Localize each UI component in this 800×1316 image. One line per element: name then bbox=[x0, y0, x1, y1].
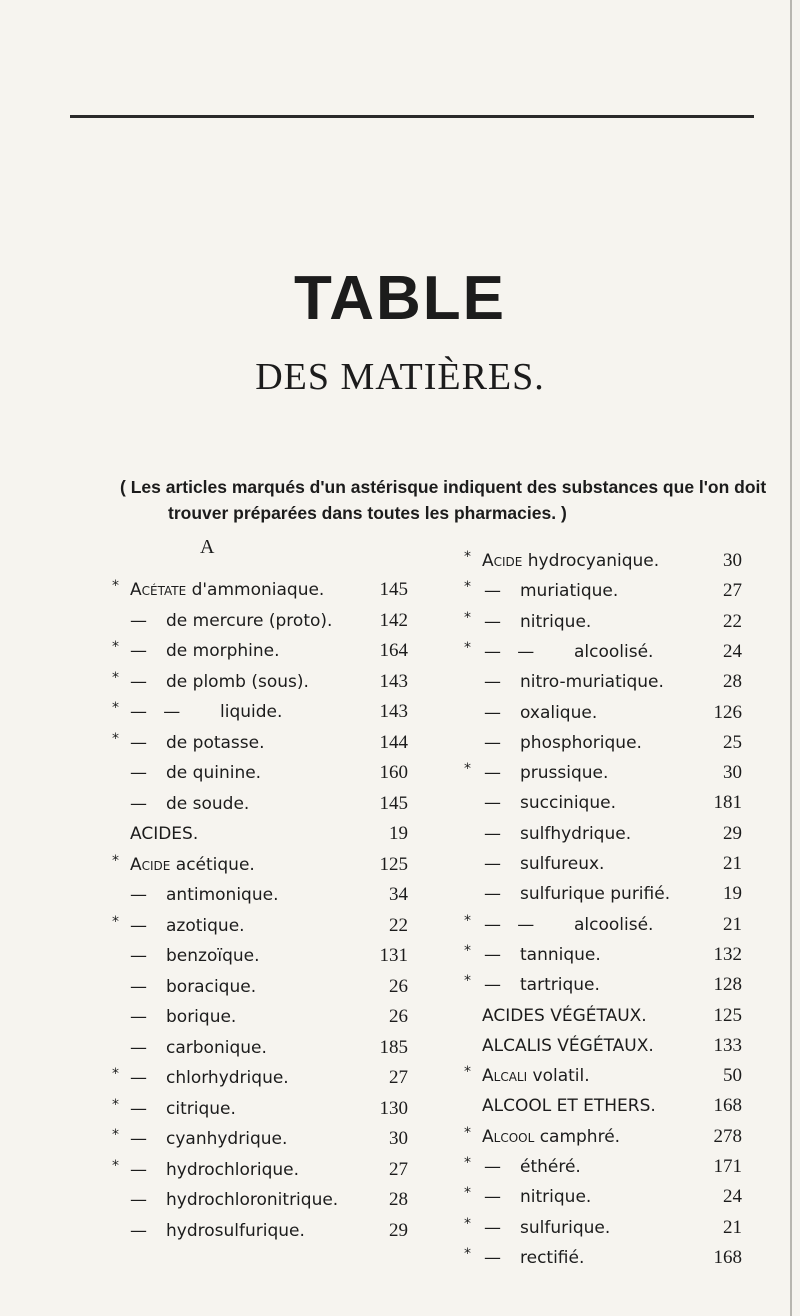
entry-text: hydrosulfurique. bbox=[166, 1220, 305, 1241]
right-entry bbox=[464, 1061, 742, 1091]
ditto-dash: — bbox=[130, 641, 147, 661]
entry-label bbox=[574, 910, 653, 940]
entry-text: volatil. bbox=[532, 1066, 590, 1087]
right-entry bbox=[464, 879, 742, 909]
entry-label bbox=[166, 1185, 338, 1215]
entry-text: nitrique. bbox=[520, 1187, 592, 1208]
left-entry bbox=[112, 1124, 408, 1154]
page-number: 30 bbox=[389, 1128, 408, 1149]
right-entry bbox=[464, 1001, 742, 1031]
entry-text: prussique. bbox=[520, 763, 609, 784]
ditto-dash: — bbox=[484, 854, 501, 874]
asterisk-mark: * bbox=[112, 1127, 119, 1143]
right-entry bbox=[464, 819, 742, 849]
entry-label bbox=[166, 1063, 289, 1093]
left-entry bbox=[112, 606, 408, 636]
asterisk-mark: * bbox=[112, 730, 119, 747]
asterisk-mark: * bbox=[464, 549, 471, 565]
page-number: 185 bbox=[379, 1036, 408, 1058]
left-entry bbox=[112, 819, 408, 849]
page-number: 145 bbox=[379, 792, 408, 814]
page-number: 143 bbox=[379, 701, 408, 722]
entry-label bbox=[166, 1216, 305, 1246]
ditto-dash: — bbox=[130, 1037, 147, 1058]
page-number: 171 bbox=[713, 1156, 742, 1177]
entry-text: ALCALIS VÉGÉTAUX. bbox=[482, 1035, 654, 1056]
ditto-dash: — bbox=[130, 885, 147, 905]
page-number: 145 bbox=[379, 579, 408, 600]
ditto-dash: — bbox=[130, 1007, 147, 1027]
ditto-dash: — bbox=[484, 763, 501, 784]
asterisk-mark: * bbox=[112, 852, 119, 869]
page-number: 30 bbox=[723, 550, 742, 571]
ditto-dash: — bbox=[484, 793, 501, 814]
left-entry bbox=[112, 575, 408, 605]
entry-text: ALCOOL ET ETHERS. bbox=[482, 1096, 656, 1117]
entry-text: d'ammoniaque. bbox=[191, 580, 325, 600]
asterisk-mark: * bbox=[112, 913, 119, 930]
asterisk-note bbox=[120, 474, 767, 526]
right-entry bbox=[464, 1243, 742, 1273]
page-number: 28 bbox=[723, 671, 742, 693]
ditto-dash: — bbox=[484, 732, 501, 753]
entry-lead-word: Acide bbox=[130, 854, 176, 875]
ditto-dash: — bbox=[130, 763, 147, 783]
entry-text: hydrocyanique. bbox=[527, 551, 660, 571]
entry-text: de plomb (sous). bbox=[166, 671, 309, 692]
page-edge bbox=[790, 0, 792, 1316]
page-number: 128 bbox=[713, 974, 742, 996]
page-number: 168 bbox=[713, 1246, 742, 1268]
page-number: 28 bbox=[389, 1189, 408, 1210]
left-entry bbox=[112, 1185, 408, 1215]
entry-text: succinique. bbox=[520, 793, 616, 814]
page-number: 160 bbox=[379, 762, 408, 783]
entry-label bbox=[482, 1091, 656, 1121]
entry-label bbox=[166, 880, 278, 910]
ditto-dash: — bbox=[484, 702, 501, 723]
entry-label bbox=[520, 940, 601, 970]
asterisk-mark: * bbox=[464, 1215, 471, 1232]
page-number: 24 bbox=[723, 1186, 742, 1208]
left-entry bbox=[112, 697, 408, 727]
right-entry bbox=[464, 1091, 742, 1121]
left-entry bbox=[112, 1216, 408, 1246]
page-number: 19 bbox=[723, 883, 742, 905]
entry-label bbox=[166, 1002, 236, 1032]
entry-text: phosphorique. bbox=[520, 732, 642, 753]
ditto-dash: — bbox=[130, 1159, 147, 1180]
entry-label bbox=[166, 789, 249, 819]
entry-text: sulfurique. bbox=[520, 1217, 611, 1238]
entry-text: azotique. bbox=[166, 915, 245, 936]
asterisk-mark: * bbox=[112, 1096, 119, 1113]
entry-label bbox=[520, 758, 608, 788]
right-entry bbox=[464, 698, 742, 728]
ditto-dash: — bbox=[130, 1068, 147, 1088]
entry-label bbox=[482, 546, 659, 576]
entry-text: ACIDES VÉGÉTAUX. bbox=[482, 1005, 647, 1026]
right-entry bbox=[464, 637, 742, 667]
entry-text: sulfureux. bbox=[520, 854, 605, 874]
note-line-1: ( Les articles marqués d'un astérisque indiquent des substances que l'on doit bbox=[120, 477, 767, 497]
left-entry bbox=[112, 667, 408, 697]
page-number: 164 bbox=[379, 640, 408, 661]
entry-label bbox=[482, 1122, 620, 1152]
entry-text: éthéré. bbox=[520, 1157, 581, 1177]
ditto-dash: — bbox=[130, 793, 147, 814]
page-number: 21 bbox=[723, 853, 742, 874]
entry-label bbox=[166, 636, 280, 666]
entry-label bbox=[482, 1061, 590, 1091]
entry-label bbox=[130, 819, 198, 849]
page-number: 126 bbox=[713, 701, 742, 723]
page-number: 24 bbox=[723, 640, 742, 662]
ditto-dash: — bbox=[130, 976, 147, 997]
entry-text: tannique. bbox=[520, 944, 601, 965]
page-number: 133 bbox=[713, 1034, 742, 1056]
entry-label bbox=[520, 819, 631, 849]
entry-label bbox=[166, 1155, 299, 1185]
ditto-dash: — bbox=[484, 1157, 501, 1177]
entry-text: camphré. bbox=[539, 1126, 621, 1147]
ditto-dash: — bbox=[130, 946, 147, 966]
page-number: 144 bbox=[379, 731, 408, 753]
page-number: 278 bbox=[713, 1125, 742, 1147]
ditto-dash: — bbox=[484, 581, 501, 602]
entry-text: tartrique. bbox=[520, 975, 600, 996]
left-entry bbox=[112, 941, 408, 971]
asterisk-mark: * bbox=[464, 579, 471, 596]
right-entry bbox=[464, 607, 742, 637]
right-entry bbox=[464, 849, 742, 879]
entry-text: muriatique. bbox=[520, 581, 619, 602]
entry-text: de morphine. bbox=[166, 641, 280, 661]
left-entry bbox=[112, 758, 408, 788]
asterisk-mark: * bbox=[464, 761, 471, 778]
entry-label bbox=[220, 697, 282, 727]
entry-label bbox=[166, 1033, 267, 1063]
page-number: 21 bbox=[723, 1216, 742, 1238]
page-number: 22 bbox=[389, 914, 408, 936]
entry-label bbox=[520, 607, 591, 637]
entry-label bbox=[166, 972, 256, 1002]
entry-lead-word: Alcool bbox=[482, 1126, 540, 1147]
page-number: 29 bbox=[723, 822, 742, 844]
page-number: 132 bbox=[713, 943, 742, 965]
ditto-dash: — bbox=[130, 610, 147, 631]
page-subtitle: DES MATIÈRES. bbox=[255, 356, 545, 398]
entry-text: antimonique. bbox=[166, 885, 279, 905]
left-entry bbox=[112, 1033, 408, 1063]
entry-label bbox=[520, 1243, 584, 1273]
asterisk-mark: * bbox=[112, 700, 119, 716]
entry-label bbox=[166, 1124, 287, 1154]
page-number: 143 bbox=[379, 670, 408, 692]
page-number: 30 bbox=[723, 762, 742, 784]
left-entry bbox=[112, 728, 408, 758]
left-entry bbox=[112, 972, 408, 1002]
entry-label bbox=[520, 849, 604, 879]
page-number: 26 bbox=[389, 1006, 408, 1027]
top-rule bbox=[70, 115, 754, 118]
asterisk-mark: * bbox=[112, 639, 119, 655]
entry-label bbox=[520, 788, 616, 818]
right-entry bbox=[464, 940, 742, 970]
entry-label bbox=[166, 1094, 236, 1124]
left-entry bbox=[112, 789, 408, 819]
right-entry bbox=[464, 910, 742, 940]
entry-label bbox=[166, 941, 260, 971]
entry-text: de potasse. bbox=[166, 732, 265, 753]
entry-label bbox=[520, 698, 597, 728]
note-line-2: trouver préparées dans toutes les pharmacies. ) bbox=[168, 503, 567, 523]
entry-text: nitrique. bbox=[520, 611, 592, 632]
ditto-dash: — bbox=[130, 915, 147, 936]
asterisk-mark: * bbox=[464, 912, 471, 929]
page-number: 181 bbox=[713, 792, 742, 814]
entry-text: liquide. bbox=[220, 702, 283, 722]
left-entry bbox=[112, 911, 408, 941]
entry-label bbox=[520, 970, 600, 1000]
asterisk-mark: * bbox=[464, 1185, 471, 1202]
entry-label bbox=[130, 850, 255, 880]
page-number: 27 bbox=[723, 580, 742, 602]
right-entry bbox=[464, 788, 742, 818]
ditto-dash: — — bbox=[484, 641, 535, 662]
entry-text: de soude. bbox=[166, 793, 250, 814]
entry-label bbox=[482, 1001, 647, 1031]
section-letter: A bbox=[200, 536, 215, 558]
page-number: 50 bbox=[723, 1065, 742, 1087]
asterisk-mark: * bbox=[464, 639, 471, 656]
page-number: 25 bbox=[723, 731, 742, 753]
entry-text: boracique. bbox=[166, 976, 257, 997]
asterisk-mark: * bbox=[464, 973, 471, 990]
left-entry bbox=[112, 1155, 408, 1185]
ditto-dash: — bbox=[130, 1098, 147, 1119]
entry-text: acétique. bbox=[175, 854, 255, 875]
page-number: 27 bbox=[389, 1158, 408, 1180]
entry-text: sulfhydrique. bbox=[520, 823, 632, 844]
page-number: 34 bbox=[389, 884, 408, 905]
right-entry bbox=[464, 1152, 742, 1182]
page-number: 131 bbox=[379, 945, 408, 966]
entry-lead-word: Acétate bbox=[130, 580, 192, 600]
entry-label bbox=[520, 1152, 581, 1182]
asterisk-mark: * bbox=[464, 609, 471, 626]
ditto-dash: — bbox=[484, 672, 501, 693]
entry-text: rectifié. bbox=[520, 1247, 585, 1268]
page-number: 168 bbox=[713, 1095, 742, 1117]
entry-text: borique. bbox=[166, 1007, 237, 1027]
entry-label bbox=[520, 576, 618, 606]
right-entry bbox=[464, 546, 742, 576]
ditto-dash: — bbox=[484, 975, 501, 996]
entry-label bbox=[520, 728, 642, 758]
entry-label bbox=[482, 1031, 654, 1061]
right-entry bbox=[464, 758, 742, 788]
page-number: 27 bbox=[389, 1067, 408, 1088]
ditto-dash: — — bbox=[484, 914, 535, 935]
ditto-dash: — bbox=[484, 1187, 501, 1208]
entry-text: hydrochloronitrique. bbox=[166, 1190, 339, 1210]
page-number: 21 bbox=[723, 913, 742, 935]
entry-text: carbonique. bbox=[166, 1037, 267, 1058]
left-entry bbox=[112, 1094, 408, 1124]
entry-text: citrique. bbox=[166, 1098, 236, 1119]
ditto-dash: — bbox=[484, 884, 501, 905]
asterisk-mark: * bbox=[464, 1155, 471, 1171]
left-entry bbox=[112, 850, 408, 880]
entry-label bbox=[166, 758, 261, 788]
left-entry bbox=[112, 1002, 408, 1032]
ditto-dash: — bbox=[130, 1190, 147, 1210]
entry-lead-word: Alcali bbox=[482, 1066, 533, 1087]
asterisk-mark: * bbox=[464, 1064, 471, 1081]
right-entry bbox=[464, 1213, 742, 1243]
page-number: 125 bbox=[379, 853, 408, 875]
asterisk-mark: * bbox=[112, 1157, 119, 1174]
asterisk-mark: * bbox=[112, 1066, 119, 1082]
page-number: 142 bbox=[379, 609, 408, 631]
page-number: 26 bbox=[389, 975, 408, 997]
entry-label bbox=[520, 1213, 610, 1243]
entry-text: cyanhydrique. bbox=[166, 1129, 288, 1149]
ditto-dash: — bbox=[484, 1247, 501, 1268]
page-number: 19 bbox=[389, 823, 408, 844]
ditto-dash: — bbox=[484, 611, 501, 632]
ditto-dash: — bbox=[130, 1129, 147, 1149]
entry-text: oxalique. bbox=[520, 702, 598, 723]
asterisk-mark: * bbox=[112, 578, 119, 594]
entry-text: chlorhydrique. bbox=[166, 1068, 289, 1088]
ditto-dash: — bbox=[130, 671, 147, 692]
right-entry bbox=[464, 1031, 742, 1061]
left-entry bbox=[112, 636, 408, 666]
entry-label bbox=[166, 606, 332, 636]
asterisk-mark: * bbox=[464, 942, 471, 959]
entry-text: sulfurique purifié. bbox=[520, 884, 671, 905]
page-number: 125 bbox=[713, 1004, 742, 1026]
entry-label bbox=[520, 1182, 591, 1212]
entry-text: alcoolisé. bbox=[574, 914, 654, 935]
entry-label bbox=[520, 879, 670, 909]
right-entry bbox=[464, 667, 742, 697]
entry-text: benzoïque. bbox=[166, 946, 260, 966]
asterisk-mark: * bbox=[464, 1124, 471, 1141]
page-number: 22 bbox=[723, 610, 742, 632]
ditto-dash: — — bbox=[130, 702, 181, 722]
entry-label bbox=[574, 637, 653, 667]
ditto-dash: — bbox=[484, 944, 501, 965]
entry-label bbox=[166, 728, 265, 758]
entry-label bbox=[166, 667, 309, 697]
left-entry bbox=[112, 880, 408, 910]
ditto-dash: — bbox=[130, 732, 147, 753]
page-number: 130 bbox=[379, 1097, 408, 1119]
right-entry bbox=[464, 1182, 742, 1212]
entry-label bbox=[166, 911, 245, 941]
entry-label bbox=[520, 667, 664, 697]
entry-text: alcoolisé. bbox=[574, 641, 654, 662]
entry-text: hydrochlorique. bbox=[166, 1159, 300, 1180]
entry-lead-word: Acide bbox=[482, 551, 528, 571]
entry-label bbox=[130, 575, 324, 605]
ditto-dash: — bbox=[484, 823, 501, 844]
right-entry bbox=[464, 970, 742, 1000]
entry-text: de quinine. bbox=[166, 763, 262, 783]
right-entry bbox=[464, 1122, 742, 1152]
ditto-dash: — bbox=[484, 1217, 501, 1238]
right-entry bbox=[464, 728, 742, 758]
right-entry bbox=[464, 576, 742, 606]
entry-text: de mercure (proto). bbox=[166, 610, 333, 631]
entry-text: nitro-muriatique. bbox=[520, 672, 664, 693]
asterisk-mark: * bbox=[464, 1245, 471, 1262]
page-title: TABLE bbox=[293, 264, 507, 333]
asterisk-mark: * bbox=[112, 669, 119, 686]
ditto-dash: — bbox=[130, 1220, 147, 1241]
entry-text: ACIDES. bbox=[130, 824, 199, 844]
left-entry bbox=[112, 1063, 408, 1093]
page-number: 29 bbox=[389, 1219, 408, 1241]
